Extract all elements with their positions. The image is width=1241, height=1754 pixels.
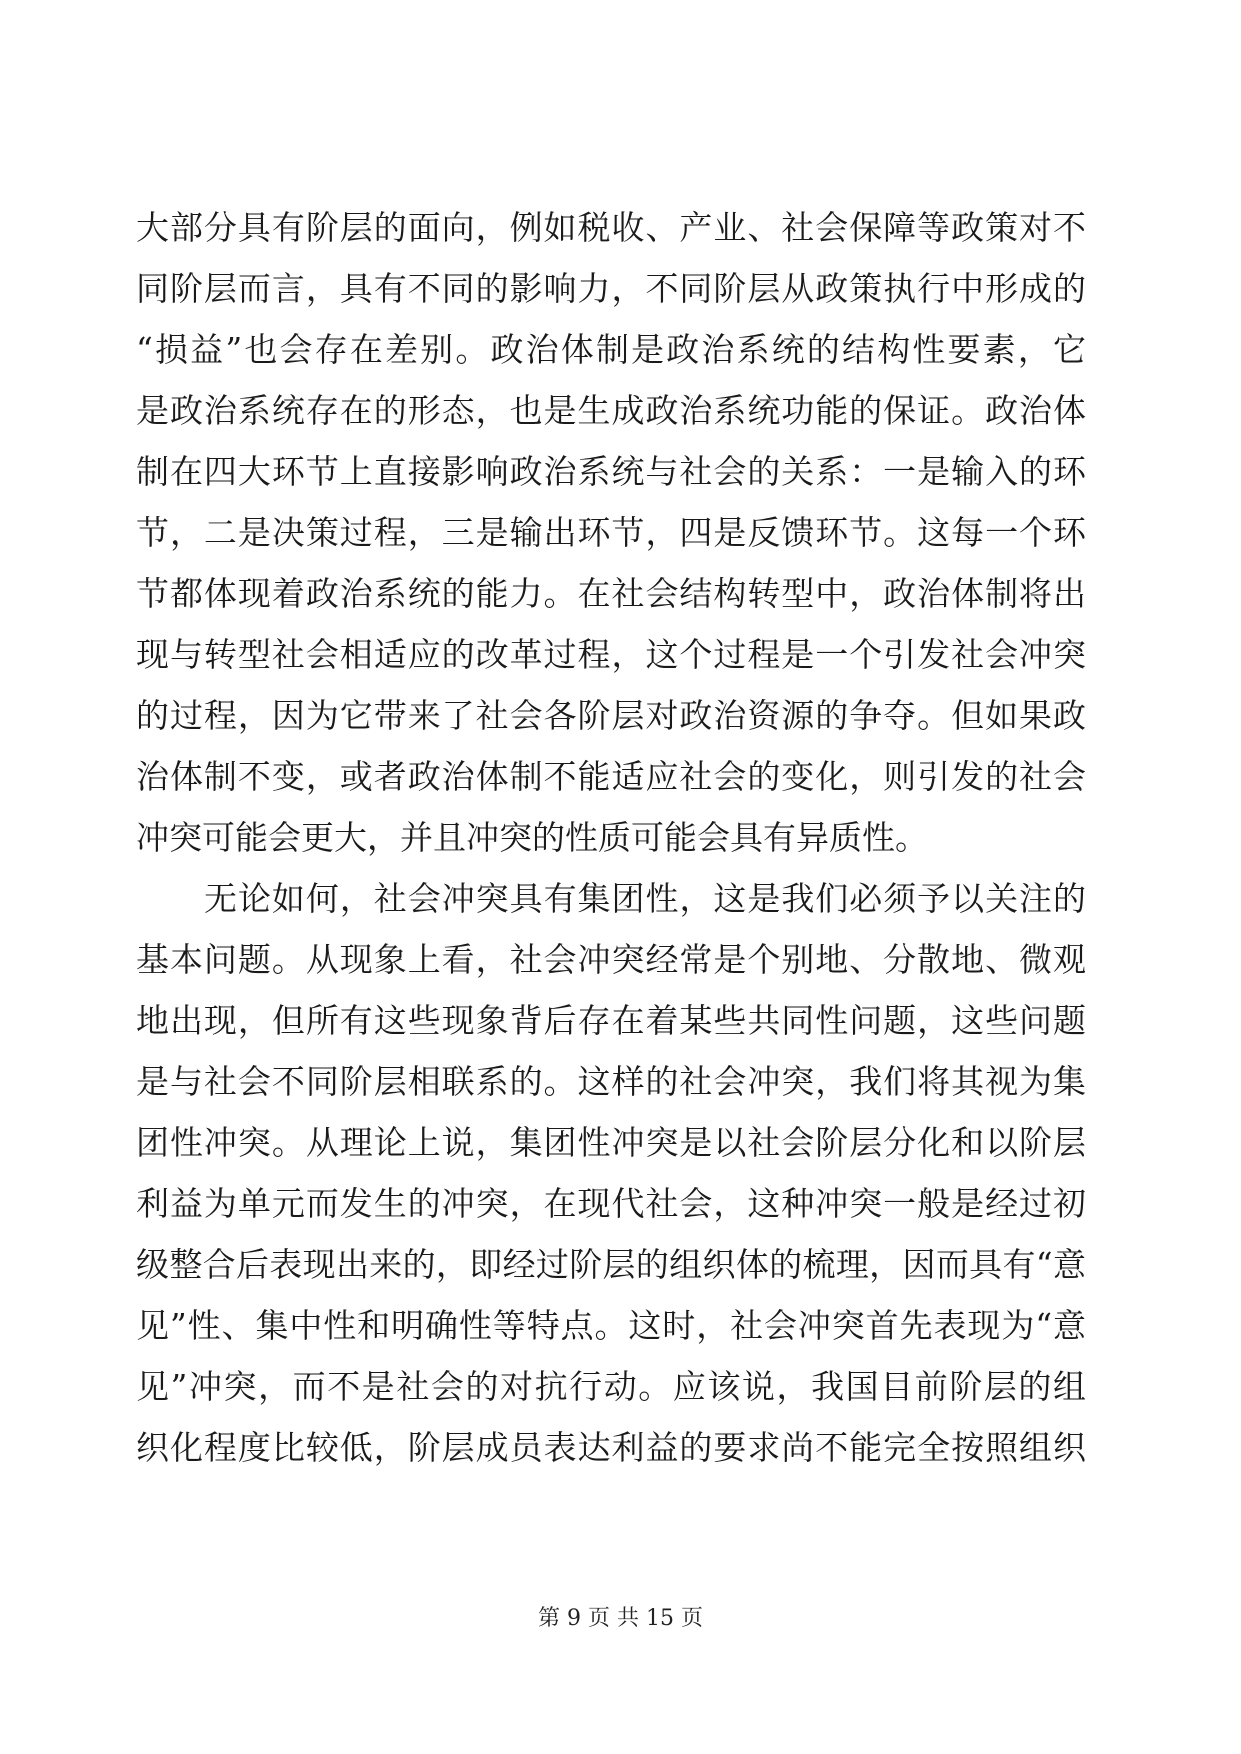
- text-line: 治体制不变，或者政治体制不能适应社会的变化，则引发的社会: [136, 757, 1086, 796]
- text-line: 同阶层而言，具有不同的影响力，不同阶层从政策执行中形成的: [136, 269, 1086, 308]
- text-line: 见”冲突，而不是社会的对抗行动。应该说，我国目前阶层的组: [136, 1367, 1086, 1406]
- text-line: 制在四大环节上直接影响政治系统与社会的关系：一是输入的环: [136, 452, 1086, 491]
- text-line: 是政治系统存在的形态，也是生成政治系统功能的保证。政治体: [136, 391, 1086, 430]
- text-line: 是与社会不同阶层相联系的。这样的社会冲突，我们将其视为集: [136, 1062, 1086, 1101]
- paragraph-first-line: 无论如何，社会冲突具有集团性，这是我们必须予以关注的: [204, 879, 1086, 918]
- text-line: 节都体现着政治系统的能力。在社会结构转型中，政治体制将出: [136, 574, 1086, 613]
- text-line: 节，二是决策过程，三是输出环节，四是反馈环节。这每一个环: [136, 513, 1086, 552]
- text-line: 见”性、集中性和明确性等特点。这时，社会冲突首先表现为“意: [136, 1306, 1086, 1345]
- text-line: 织化程度比较低，阶层成员表达利益的要求尚不能完全按照组织: [136, 1428, 1086, 1467]
- text-line: 冲突可能会更大，并且冲突的性质可能会具有异质性。: [136, 818, 928, 857]
- text-line: 基本问题。从现象上看，社会冲突经常是个别地、分散地、微观: [136, 940, 1086, 979]
- text-line: 现与转型社会相适应的改革过程，这个过程是一个引发社会冲突: [136, 635, 1086, 674]
- text-line: “损益”也会存在差别。政治体制是政治系统的结构性要素，它: [136, 330, 1086, 369]
- page-footer: 第 9 页 共 15 页: [538, 1606, 703, 1631]
- text-line: 利益为单元而发生的冲突，在现代社会，这种冲突一般是经过初: [136, 1184, 1086, 1223]
- text-line: 大部分具有阶层的面向，例如税收、产业、社会保障等政策对不: [136, 208, 1086, 247]
- text-line: 团性冲突。从理论上说，集团性冲突是以社会阶层分化和以阶层: [136, 1123, 1086, 1162]
- text-line: 的过程，因为它带来了社会各阶层对政治资源的争夺。但如果政: [136, 696, 1086, 735]
- text-line: 级整合后表现出来的，即经过阶层的组织体的梳理，因而具有“意: [136, 1245, 1086, 1284]
- text-line: 地出现，但所有这些现象背后存在着某些共同性问题，这些问题: [136, 1001, 1086, 1040]
